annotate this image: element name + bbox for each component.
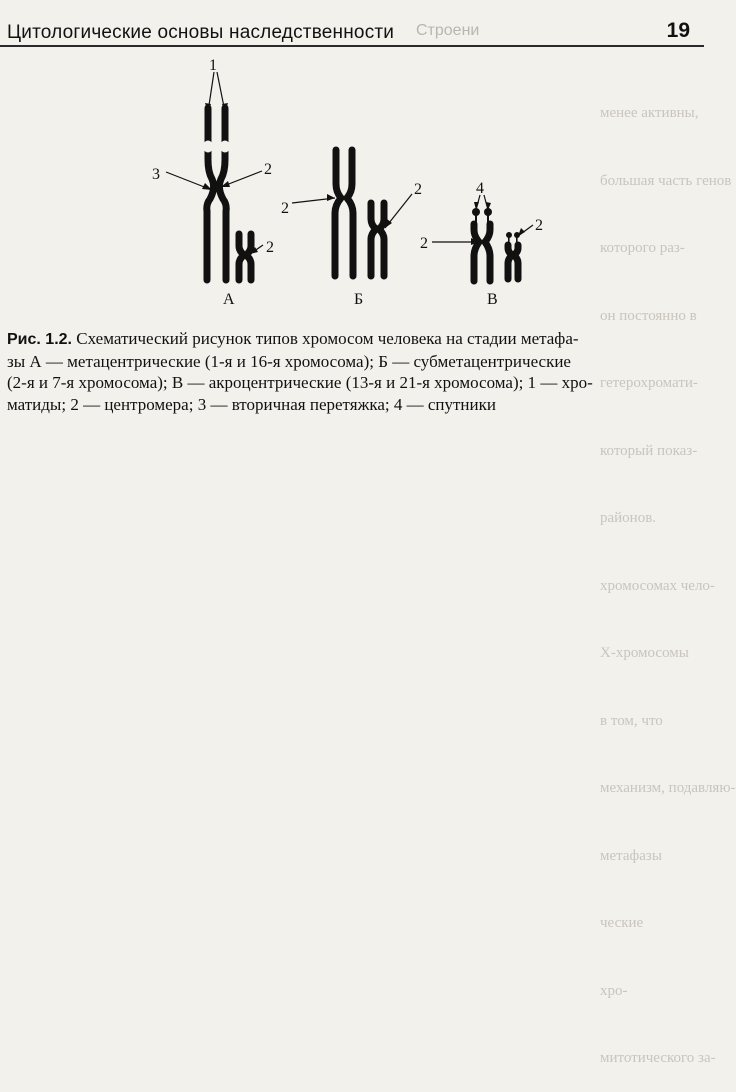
bleed-through-line: менее активны,	[600, 105, 699, 121]
bleed-through-line: большая часть генов	[600, 172, 732, 189]
caption-text: Схематический рисунок типов хромосом человека на стадии метафа-	[71, 329, 579, 348]
bleed-through-line: хро-	[600, 982, 628, 999]
caption-line: матиды; 2 — центромера; 3 — вторичная перетяжка; 4 — спутники	[7, 394, 496, 414]
caption-line	[7, 328, 697, 351]
label-centromere: 2	[535, 217, 543, 234]
page-header	[0, 0, 704, 46]
label-secondary-constriction: 3	[152, 166, 160, 183]
bleed-through-head: Строени	[416, 22, 480, 39]
label-centromere: 2	[414, 181, 422, 198]
bleed-through-line: которого раз-	[600, 240, 685, 256]
header-rule	[0, 45, 704, 47]
bleed-through-line: Х-хромосомы	[600, 645, 689, 661]
label-centromere: 2	[281, 200, 289, 217]
chromosome-c-large	[474, 224, 490, 281]
chromosome-a-small	[239, 234, 251, 280]
chromosome-figure	[0, 48, 732, 320]
page-number: 19	[666, 19, 690, 42]
label-chromatid: 1	[209, 57, 217, 74]
bleed-through-line: хромосомах чело-	[600, 577, 715, 594]
bleed-through-line: ческие	[600, 915, 644, 931]
caption-figure-number: Рис. 1.2.	[7, 331, 72, 348]
group-label-b: Б	[354, 291, 364, 308]
caption-line: зы А — метацентрические (1-я и 16-я хромосома); Б — субметацентрические	[7, 351, 571, 371]
running-head: Цитологические основы наследственности	[7, 22, 395, 43]
bleed-through-line: районов.	[600, 510, 657, 526]
group-label-a: А	[223, 291, 235, 308]
chromosome-a-large	[207, 108, 226, 280]
label-centromere: 2	[264, 161, 272, 178]
chromosome-b-large	[335, 150, 353, 276]
bleed-through-line: который показ-	[600, 442, 698, 459]
bleed-through-line: механизм, подавляю-	[600, 780, 736, 796]
bleed-through-line: гетерохромати-	[600, 375, 698, 391]
bleed-through-line: он постоянно в	[600, 307, 697, 324]
bleed-through-line: в том, что	[600, 712, 663, 729]
caption-line: (2-я и 7-я хромосома); В — акроцентрические (13-я и 21-я хромосома); 1 — хро-	[7, 373, 593, 392]
label-centromere: 2	[266, 239, 274, 256]
figure-caption	[7, 328, 697, 415]
group-label-c: В	[487, 291, 498, 308]
label-centromere: 2	[420, 235, 428, 252]
chromosome-b-small	[371, 203, 384, 276]
bleed-through-line: митотического за-	[600, 1050, 716, 1066]
chromosome-c-small	[508, 245, 518, 279]
label-satellites: 4	[476, 180, 484, 197]
bleed-through-line: метафазы	[600, 847, 662, 864]
